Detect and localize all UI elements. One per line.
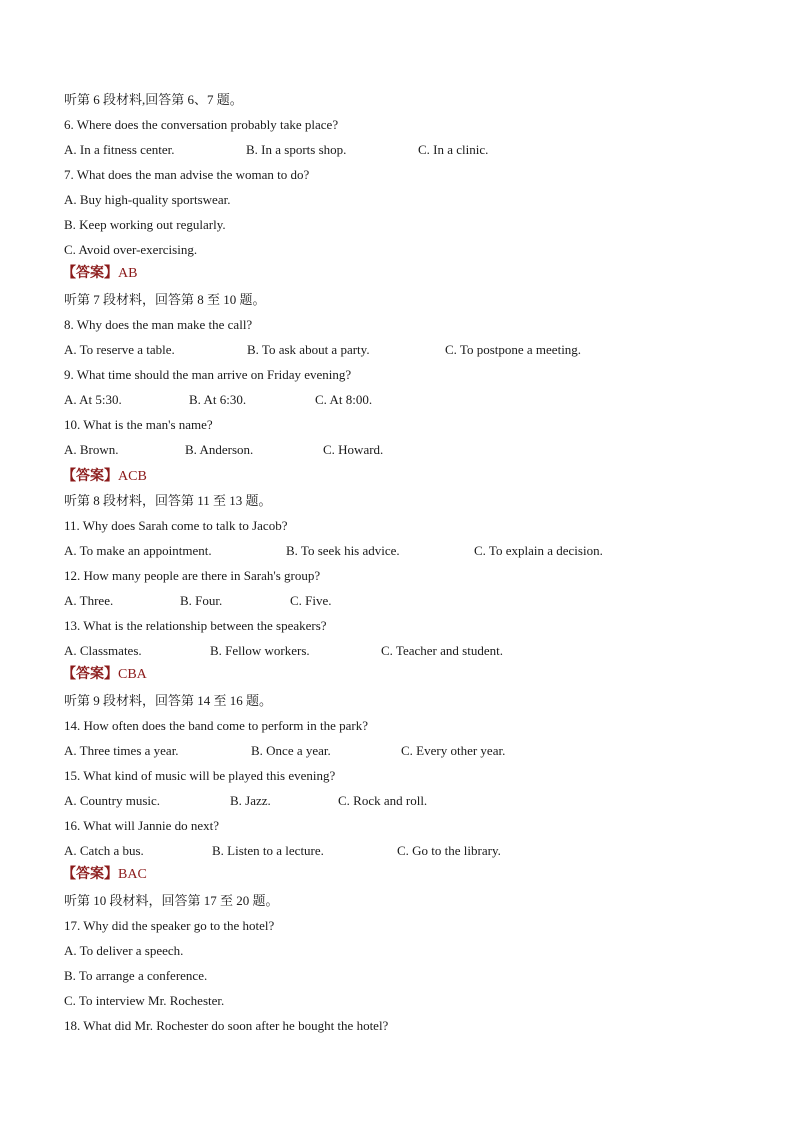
option-a: A. Brown. <box>64 442 119 457</box>
option-c: C. Avoid over-exercising. <box>64 242 198 257</box>
option-a: A. Classmates. <box>64 643 142 658</box>
option-a: A. Country music. <box>64 793 161 808</box>
option-c: C. Rock and roll. <box>338 793 428 808</box>
option-b: B. To seek his advice. <box>286 543 400 558</box>
option-a: A. To reserve a table. <box>64 342 175 357</box>
answer-label: 【答案】 <box>62 667 118 682</box>
answer-line <box>62 866 147 884</box>
section-intro: 听第 6 段材料,回答第 6、7 题。 <box>64 92 243 107</box>
answer-line <box>62 265 137 283</box>
section-intro: 听第 9 段材料，回答第 14 至 16 题。 <box>64 693 273 708</box>
option-b: B. Four. <box>180 593 223 608</box>
option-a: A. Buy high-quality sportswear. <box>64 192 231 207</box>
option-a: A. At 5:30. <box>64 392 122 407</box>
option-b: B. Fellow workers. <box>210 643 310 658</box>
question-text: 14. How often does the band come to perform in the park? <box>64 718 368 733</box>
answer-label: 【答案】 <box>62 469 118 484</box>
option-b: B. At 6:30. <box>189 392 247 407</box>
question-text: 6. Where does the conversation probably take place? <box>64 117 339 132</box>
option-b: B. In a sports shop. <box>246 142 347 157</box>
option-c: C. Every other year. <box>401 743 506 758</box>
option-b: B. To arrange a conference. <box>64 968 208 983</box>
option-c: C. To explain a decision. <box>474 543 603 558</box>
question-text: 18. What did Mr. Rochester do soon after he bought the hotel? <box>64 1018 389 1033</box>
question-text: 12. How many people are there in Sarah's group? <box>64 568 321 583</box>
answer-line <box>62 468 147 486</box>
option-c: C. To interview Mr. Rochester. <box>64 993 225 1008</box>
option-b: B. Once a year. <box>251 743 331 758</box>
answer-value: AB <box>118 266 138 281</box>
answer-label: 【答案】 <box>62 266 118 281</box>
answer-line <box>62 666 147 684</box>
option-c: C. Howard. <box>323 442 384 457</box>
question-text: 15. What kind of music will be played this evening? <box>64 768 336 783</box>
option-c: C. In a clinic. <box>418 142 489 157</box>
question-text: 10. What is the man's name? <box>64 417 213 432</box>
option-c: C. Teacher and student. <box>381 643 503 658</box>
option-b: B. Keep working out regularly. <box>64 217 226 232</box>
option-a: A. To make an appointment. <box>64 543 212 558</box>
option-a: A. Three. <box>64 593 114 608</box>
question-text: 16. What will Jannie do next? <box>64 818 220 833</box>
option-a: A. In a fitness center. <box>64 142 175 157</box>
option-a: A. Catch a bus. <box>64 843 144 858</box>
option-c: C. At 8:00. <box>315 392 373 407</box>
option-c: C. To postpone a meeting. <box>445 342 582 357</box>
option-b: B. To ask about a party. <box>247 342 370 357</box>
option-b: B. Jazz. <box>230 793 271 808</box>
option-a: A. To deliver a speech. <box>64 943 184 958</box>
option-c: C. Five. <box>290 593 332 608</box>
section-intro: 听第 7 段材料，回答第 8 至 10 题。 <box>64 292 266 307</box>
answer-value: ACB <box>118 469 147 484</box>
answer-value: BAC <box>118 867 147 882</box>
question-text: 17. Why did the speaker go to the hotel? <box>64 918 275 933</box>
option-b: B. Listen to a lecture. <box>212 843 324 858</box>
option-c: C. Go to the library. <box>397 843 501 858</box>
question-text: 8. Why does the man make the call? <box>64 317 253 332</box>
question-text: 7. What does the man advise the woman to do? <box>64 167 310 182</box>
answer-label: 【答案】 <box>62 867 118 882</box>
option-b: B. Anderson. <box>185 442 254 457</box>
option-a: A. Three times a year. <box>64 743 179 758</box>
answer-value: CBA <box>118 667 147 682</box>
section-intro: 听第 8 段材料，回答第 11 至 13 题。 <box>64 493 272 508</box>
section-intro: 听第 10 段材料，回答第 17 至 20 题。 <box>64 893 279 908</box>
question-text: 13. What is the relationship between the speakers? <box>64 618 327 633</box>
question-text: 9. What time should the man arrive on Friday evening? <box>64 367 352 382</box>
question-text: 11. Why does Sarah come to talk to Jacob? <box>64 518 288 533</box>
